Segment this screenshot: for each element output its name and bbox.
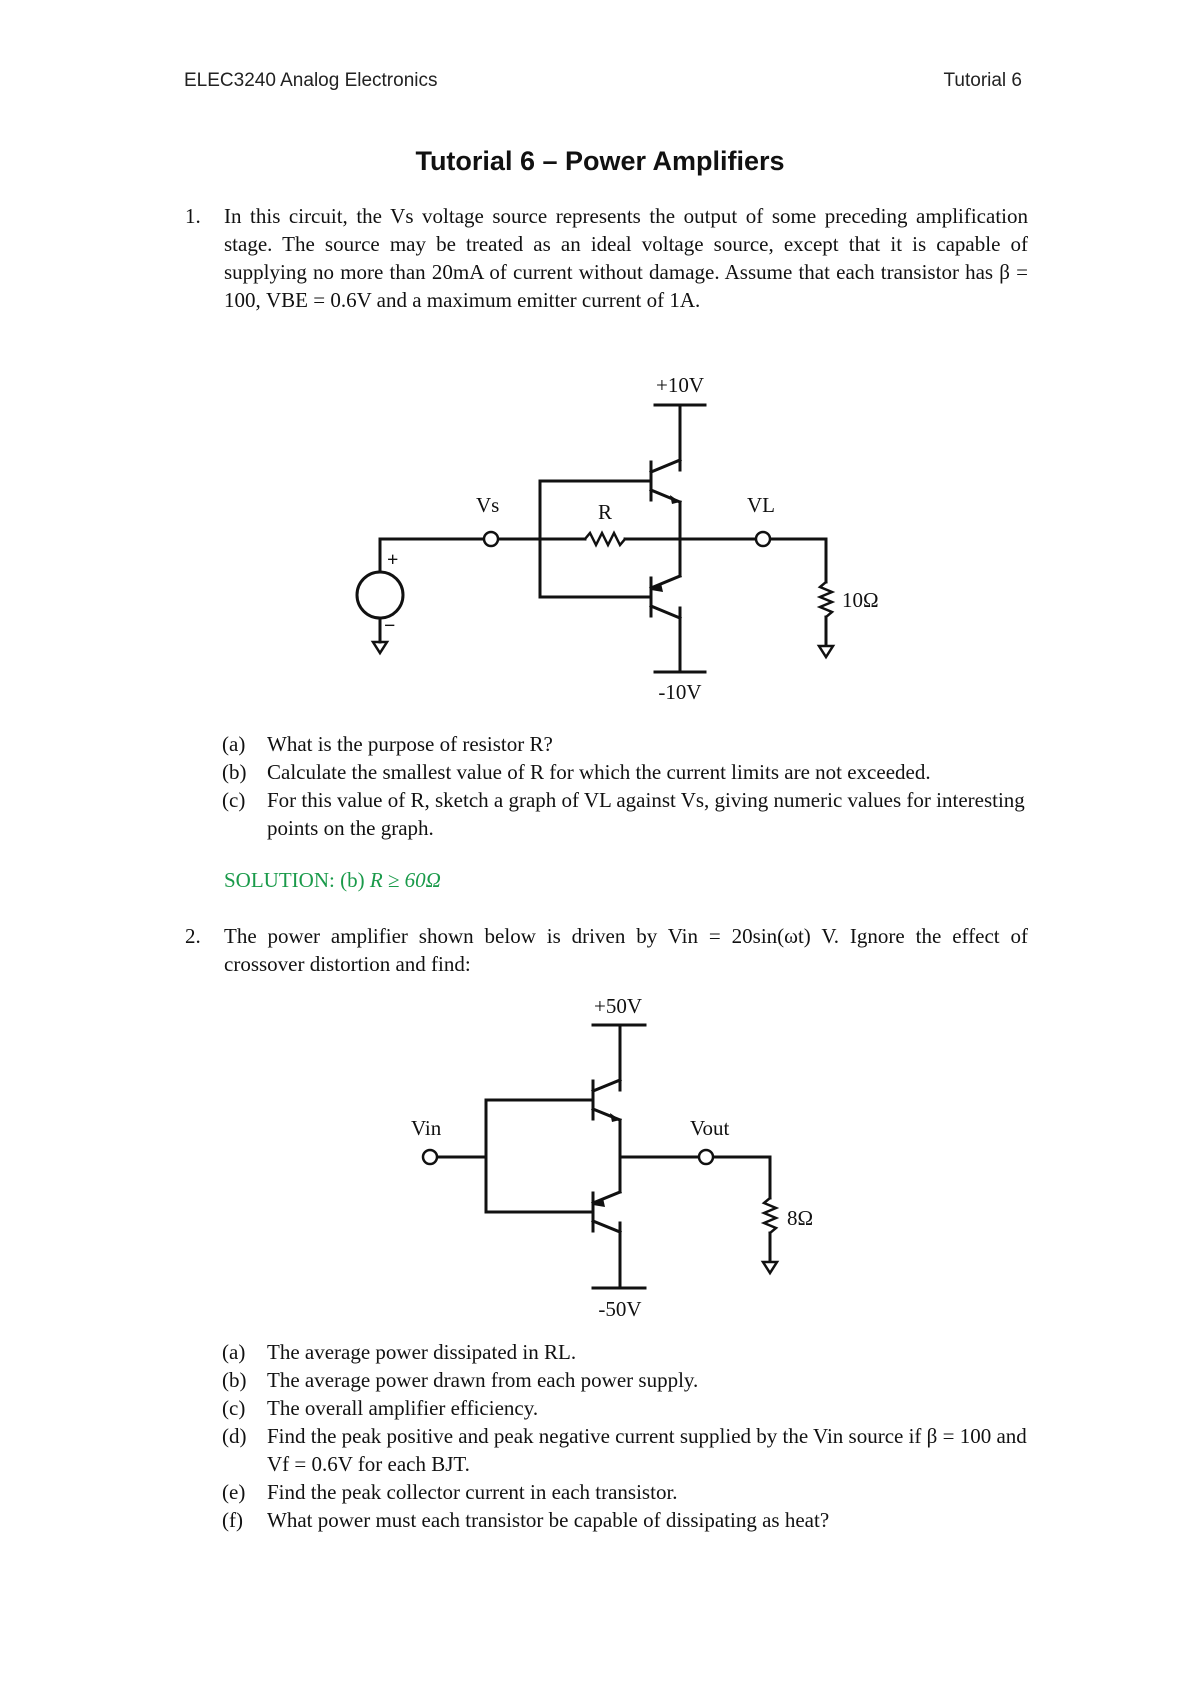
q2-vee-label: -50V [598,1297,642,1320]
q2-part-d-text: Find the peak positive and peak negative current supplied by the Vin source if β = 100 and Vf = 0.6V for each BJT. [267,1424,1027,1476]
page-title: Tutorial 6 – Power Amplifiers [415,146,785,176]
q1-solution-expr: R ≥ 60Ω [369,868,441,892]
q1-part-a-label: (a) [222,732,246,756]
q1-part-c-text: For this value of R, sketch a graph of VL against Vs, giving numeric values for interesting points on the graph. [267,788,1025,840]
q2-vin-label: Vin [411,1116,442,1140]
header-tutorial: Tutorial 6 [943,70,1022,91]
q2-part-b [222,1366,1042,1394]
q2-number: 2. [185,924,201,948]
q1-part-b-label: (b) [222,760,247,784]
q1-r-label: R [598,500,613,524]
q2-part-d-label: (d) [222,1424,247,1448]
q2-part-f [222,1506,1042,1534]
q1-text: In this circuit, the Vs voltage source represents the output of some preceding amplification stage. The source may be treated as an ideal voltage source, except that it is capable of supplying no more than 20mA of current without damage. Assume that each transistor has β = 100, VBE = 0.6V and a maximum emitter current of 1A. [224,204,1028,312]
q2-part-f-label: (f) [222,1508,243,1532]
q2-part-c [222,1394,1042,1422]
q2-part-c-label: (c) [222,1396,246,1420]
q2-part-c-text: The overall amplifier efficiency. [267,1396,539,1420]
q2-part-a-label: (a) [222,1340,246,1364]
q2-part-d [222,1422,1042,1478]
q2-vcc-label: +50V [593,994,643,1018]
q1-part-c-label: (c) [222,788,246,812]
q1-vl-label: VL [747,493,775,517]
q1-part-b-text: Calculate the smallest value of R for which the current limits are not exceeded. [267,760,931,784]
q1-vee-label: -10V [658,680,702,704]
q1-minus-sign: − [384,615,396,637]
q2-text: The power amplifier shown below is driven by Vin = 20sin(ωt) V. Ignore the effect of crossover distortion and find: [224,924,1028,976]
q1-part-a-text: What is the purpose of resistor R? [267,732,553,756]
q1-solution-part: (b) [340,868,365,892]
q1-load-label: 10Ω [842,588,879,612]
q2-part-f-text: What power must each transistor be capable of dissipating as heat? [267,1508,830,1532]
q2-part-b-label: (b) [222,1368,247,1392]
q2-part-e-text: Find the peak collector current in each transistor. [267,1480,678,1504]
q2-part-e [222,1478,1042,1506]
q2-load-label: 8Ω [787,1206,814,1230]
q2-part-a-text: The average power dissipated in RL. [267,1340,577,1364]
q1-plus-sign: + [387,549,399,571]
header-course: ELEC3240 Analog Electronics [184,70,438,91]
q1-vcc-label: +10V [655,373,705,397]
q2-part-a [222,1338,1042,1366]
q2-vout-label: Vout [690,1116,730,1140]
q2-part-e-label: (e) [222,1480,246,1504]
q1-vs-label: Vs [476,493,500,517]
q1-solution-label: SOLUTION: [224,868,335,892]
q1-number: 1. [185,204,201,228]
q2-part-b-text: The average power drawn from each power supply. [267,1368,699,1392]
